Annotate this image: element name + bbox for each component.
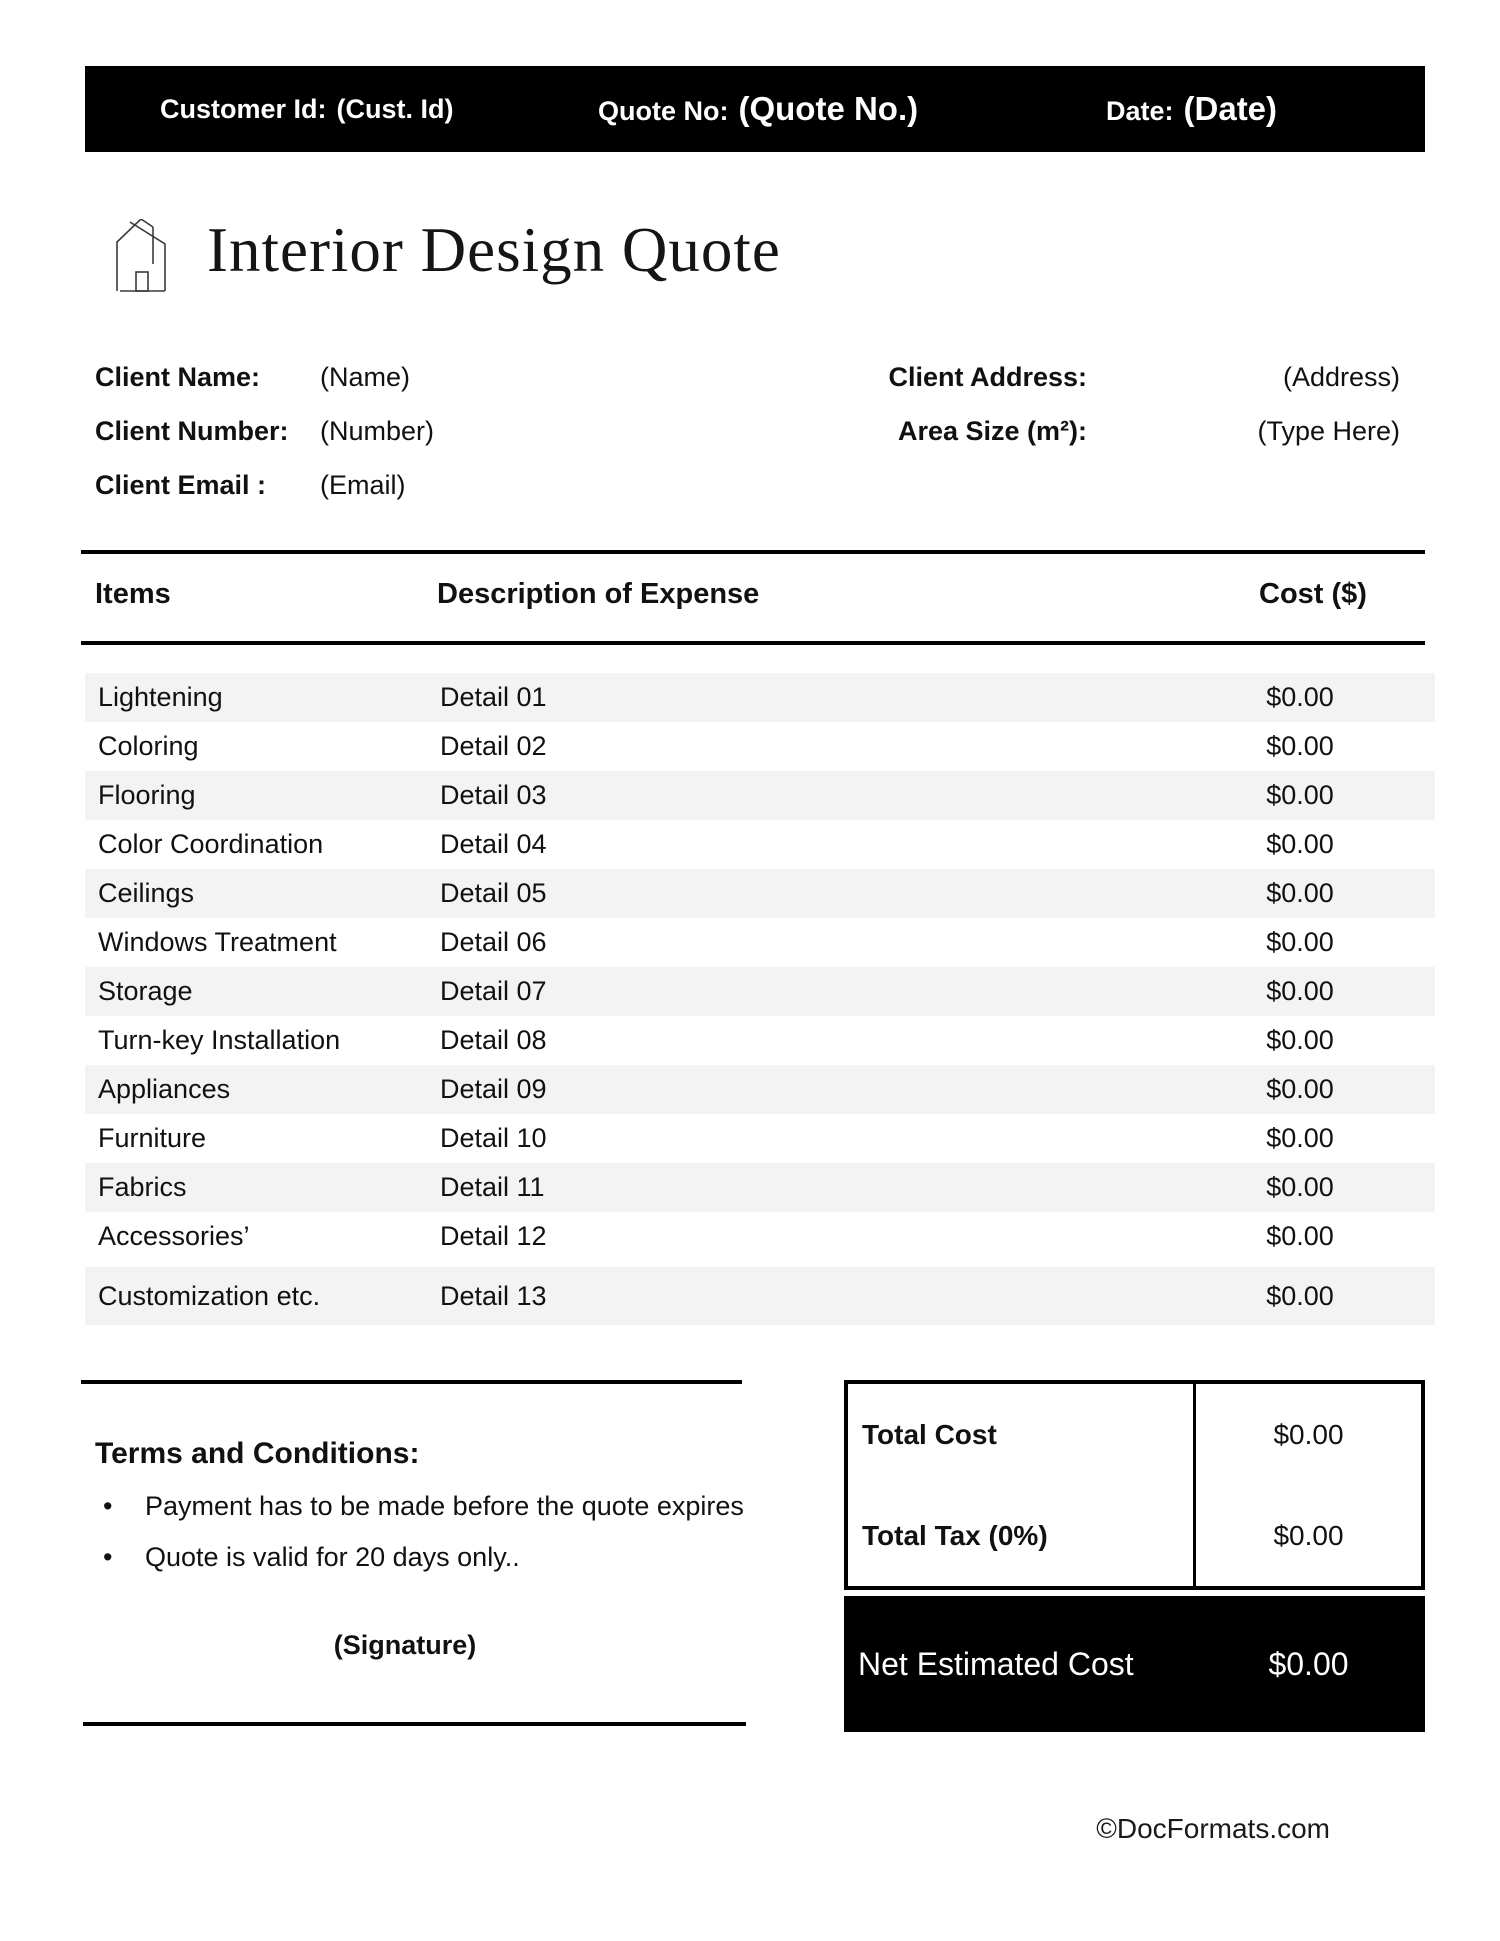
- client-name-label: Client Name:: [95, 362, 261, 392]
- description-cell[interactable]: Detail 11: [440, 1172, 545, 1202]
- table-row: [85, 1212, 1435, 1261]
- table-row: [85, 722, 1435, 771]
- terms-list: [103, 1490, 744, 1592]
- table-row: [85, 967, 1435, 1016]
- date-label: Date:: [1106, 96, 1174, 126]
- net-estimated-cost-value[interactable]: $0.00: [1268, 1645, 1349, 1682]
- cost-cell[interactable]: $0.00: [1266, 976, 1334, 1006]
- cost-cell[interactable]: $0.00: [1266, 1280, 1334, 1311]
- item-cell: Lightening: [98, 682, 223, 712]
- total-cost-label: Total Cost: [848, 1384, 1196, 1485]
- table-row: [85, 1016, 1435, 1065]
- description-cell[interactable]: Detail 12: [440, 1221, 547, 1251]
- customer-id-group: [160, 66, 454, 152]
- footer-credit: ©DocFormats.com: [1096, 1813, 1330, 1844]
- description-cell[interactable]: Detail 05: [440, 878, 547, 908]
- column-header-cost: Cost ($): [1259, 578, 1367, 610]
- cost-cell[interactable]: $0.00: [1266, 780, 1334, 810]
- client-address-row: [700, 362, 1400, 402]
- client-name-row: [95, 362, 410, 393]
- total-cost-value[interactable]: $0.00: [1273, 1418, 1344, 1450]
- cost-cell[interactable]: $0.00: [1266, 1172, 1334, 1202]
- description-cell[interactable]: Detail 03: [440, 780, 547, 810]
- area-size-label: Area Size (m²):: [897, 416, 1087, 446]
- header-bar: [85, 66, 1425, 152]
- total-tax-label: Total Tax (0%): [848, 1485, 1196, 1586]
- client-address-value[interactable]: (Address): [1282, 362, 1400, 392]
- cost-cell[interactable]: $0.00: [1266, 682, 1334, 712]
- total-tax-value[interactable]: $0.00: [1273, 1519, 1344, 1551]
- net-estimated-cost-label: Net Estimated Cost: [858, 1645, 1134, 1682]
- quote-no-label: Quote No:: [598, 96, 729, 126]
- client-address-label: Client Address:: [888, 362, 1087, 392]
- terms-heading: Terms and Conditions:: [95, 1437, 420, 1470]
- customer-id-label: Customer Id:: [160, 93, 327, 124]
- net-estimated-cost-band: [844, 1596, 1425, 1732]
- description-cell[interactable]: Detail 01: [440, 682, 547, 712]
- date-group: [1106, 66, 1277, 152]
- date-value[interactable]: (Date): [1183, 90, 1278, 127]
- client-number-row: [95, 416, 434, 447]
- item-cell: Turn-key Installation: [98, 1025, 341, 1055]
- item-cell: Coloring: [98, 731, 199, 761]
- cost-cell[interactable]: $0.00: [1266, 731, 1334, 761]
- table-row: [85, 1065, 1435, 1114]
- item-cell: Fabrics: [98, 1172, 187, 1202]
- total-cost-row: [848, 1384, 1421, 1485]
- area-size-value[interactable]: (Type Here): [1257, 416, 1400, 446]
- table-row: [85, 771, 1435, 820]
- description-cell[interactable]: Detail 02: [440, 731, 547, 761]
- item-cell: Windows Treatment: [98, 927, 337, 957]
- client-number-value[interactable]: (Number): [320, 416, 435, 446]
- table-row: [85, 918, 1435, 967]
- column-header-description: Description of Expense: [437, 578, 760, 610]
- cost-cell[interactable]: $0.00: [1266, 1025, 1334, 1055]
- table-row: [85, 820, 1435, 869]
- terms-bullet: • Quote is valid for 20 days only..: [103, 1541, 744, 1574]
- client-name-value[interactable]: (Name): [320, 362, 411, 392]
- client-email-row: [95, 470, 406, 501]
- table-top-rule: [81, 550, 1425, 554]
- description-cell[interactable]: Detail 07: [440, 976, 547, 1006]
- totals-box: [844, 1380, 1425, 1590]
- item-cell: Customization etc.: [98, 1280, 321, 1311]
- cost-cell[interactable]: $0.00: [1266, 1221, 1334, 1251]
- quote-no-group: [598, 66, 918, 152]
- page-title: Interior Design Quote: [207, 215, 781, 285]
- table-row: [85, 1163, 1435, 1212]
- item-cell: Storage: [98, 976, 193, 1006]
- cost-cell[interactable]: $0.00: [1266, 878, 1334, 908]
- customer-id-value[interactable]: (Cust. Id): [336, 93, 454, 124]
- description-cell[interactable]: Detail 09: [440, 1074, 547, 1104]
- description-cell[interactable]: Detail 10: [440, 1123, 547, 1153]
- expense-rows: [85, 673, 1435, 1325]
- terms-bullet: • Payment has to be made before the quote expires: [103, 1490, 744, 1523]
- quote-no-value[interactable]: (Quote No.): [738, 90, 919, 127]
- signature-line: [83, 1722, 746, 1726]
- client-email-label: Client Email :: [95, 470, 267, 500]
- description-cell[interactable]: Detail 04: [440, 829, 547, 859]
- table-row: [85, 869, 1435, 918]
- cost-cell[interactable]: $0.00: [1266, 1074, 1334, 1104]
- table-header-rule: [81, 641, 1425, 645]
- item-cell: Accessories’: [98, 1221, 250, 1251]
- house-outline-icon: [115, 219, 173, 295]
- description-cell[interactable]: Detail 13: [440, 1280, 547, 1311]
- table-row: [85, 673, 1435, 722]
- item-cell: Appliances: [98, 1074, 231, 1104]
- item-cell: Ceilings: [98, 878, 195, 908]
- cost-cell[interactable]: $0.00: [1266, 829, 1334, 859]
- client-email-value[interactable]: (Email): [320, 470, 406, 500]
- terms-top-rule: [81, 1380, 742, 1384]
- area-size-row: [700, 416, 1400, 456]
- table-row: [85, 1267, 1435, 1325]
- table-row: [85, 1114, 1435, 1163]
- signature-placeholder[interactable]: (Signature): [333, 1630, 477, 1660]
- total-tax-row: [848, 1485, 1421, 1586]
- cost-cell[interactable]: $0.00: [1266, 1123, 1334, 1153]
- description-cell[interactable]: Detail 06: [440, 927, 547, 957]
- item-cell: Furniture: [98, 1123, 207, 1153]
- description-cell[interactable]: Detail 08: [440, 1025, 547, 1055]
- client-number-label: Client Number:: [95, 416, 289, 446]
- item-cell: Flooring: [98, 780, 196, 810]
- column-header-items: Items: [95, 578, 171, 610]
- cost-cell[interactable]: $0.00: [1266, 927, 1334, 957]
- item-cell: Color Coordination: [98, 829, 324, 859]
